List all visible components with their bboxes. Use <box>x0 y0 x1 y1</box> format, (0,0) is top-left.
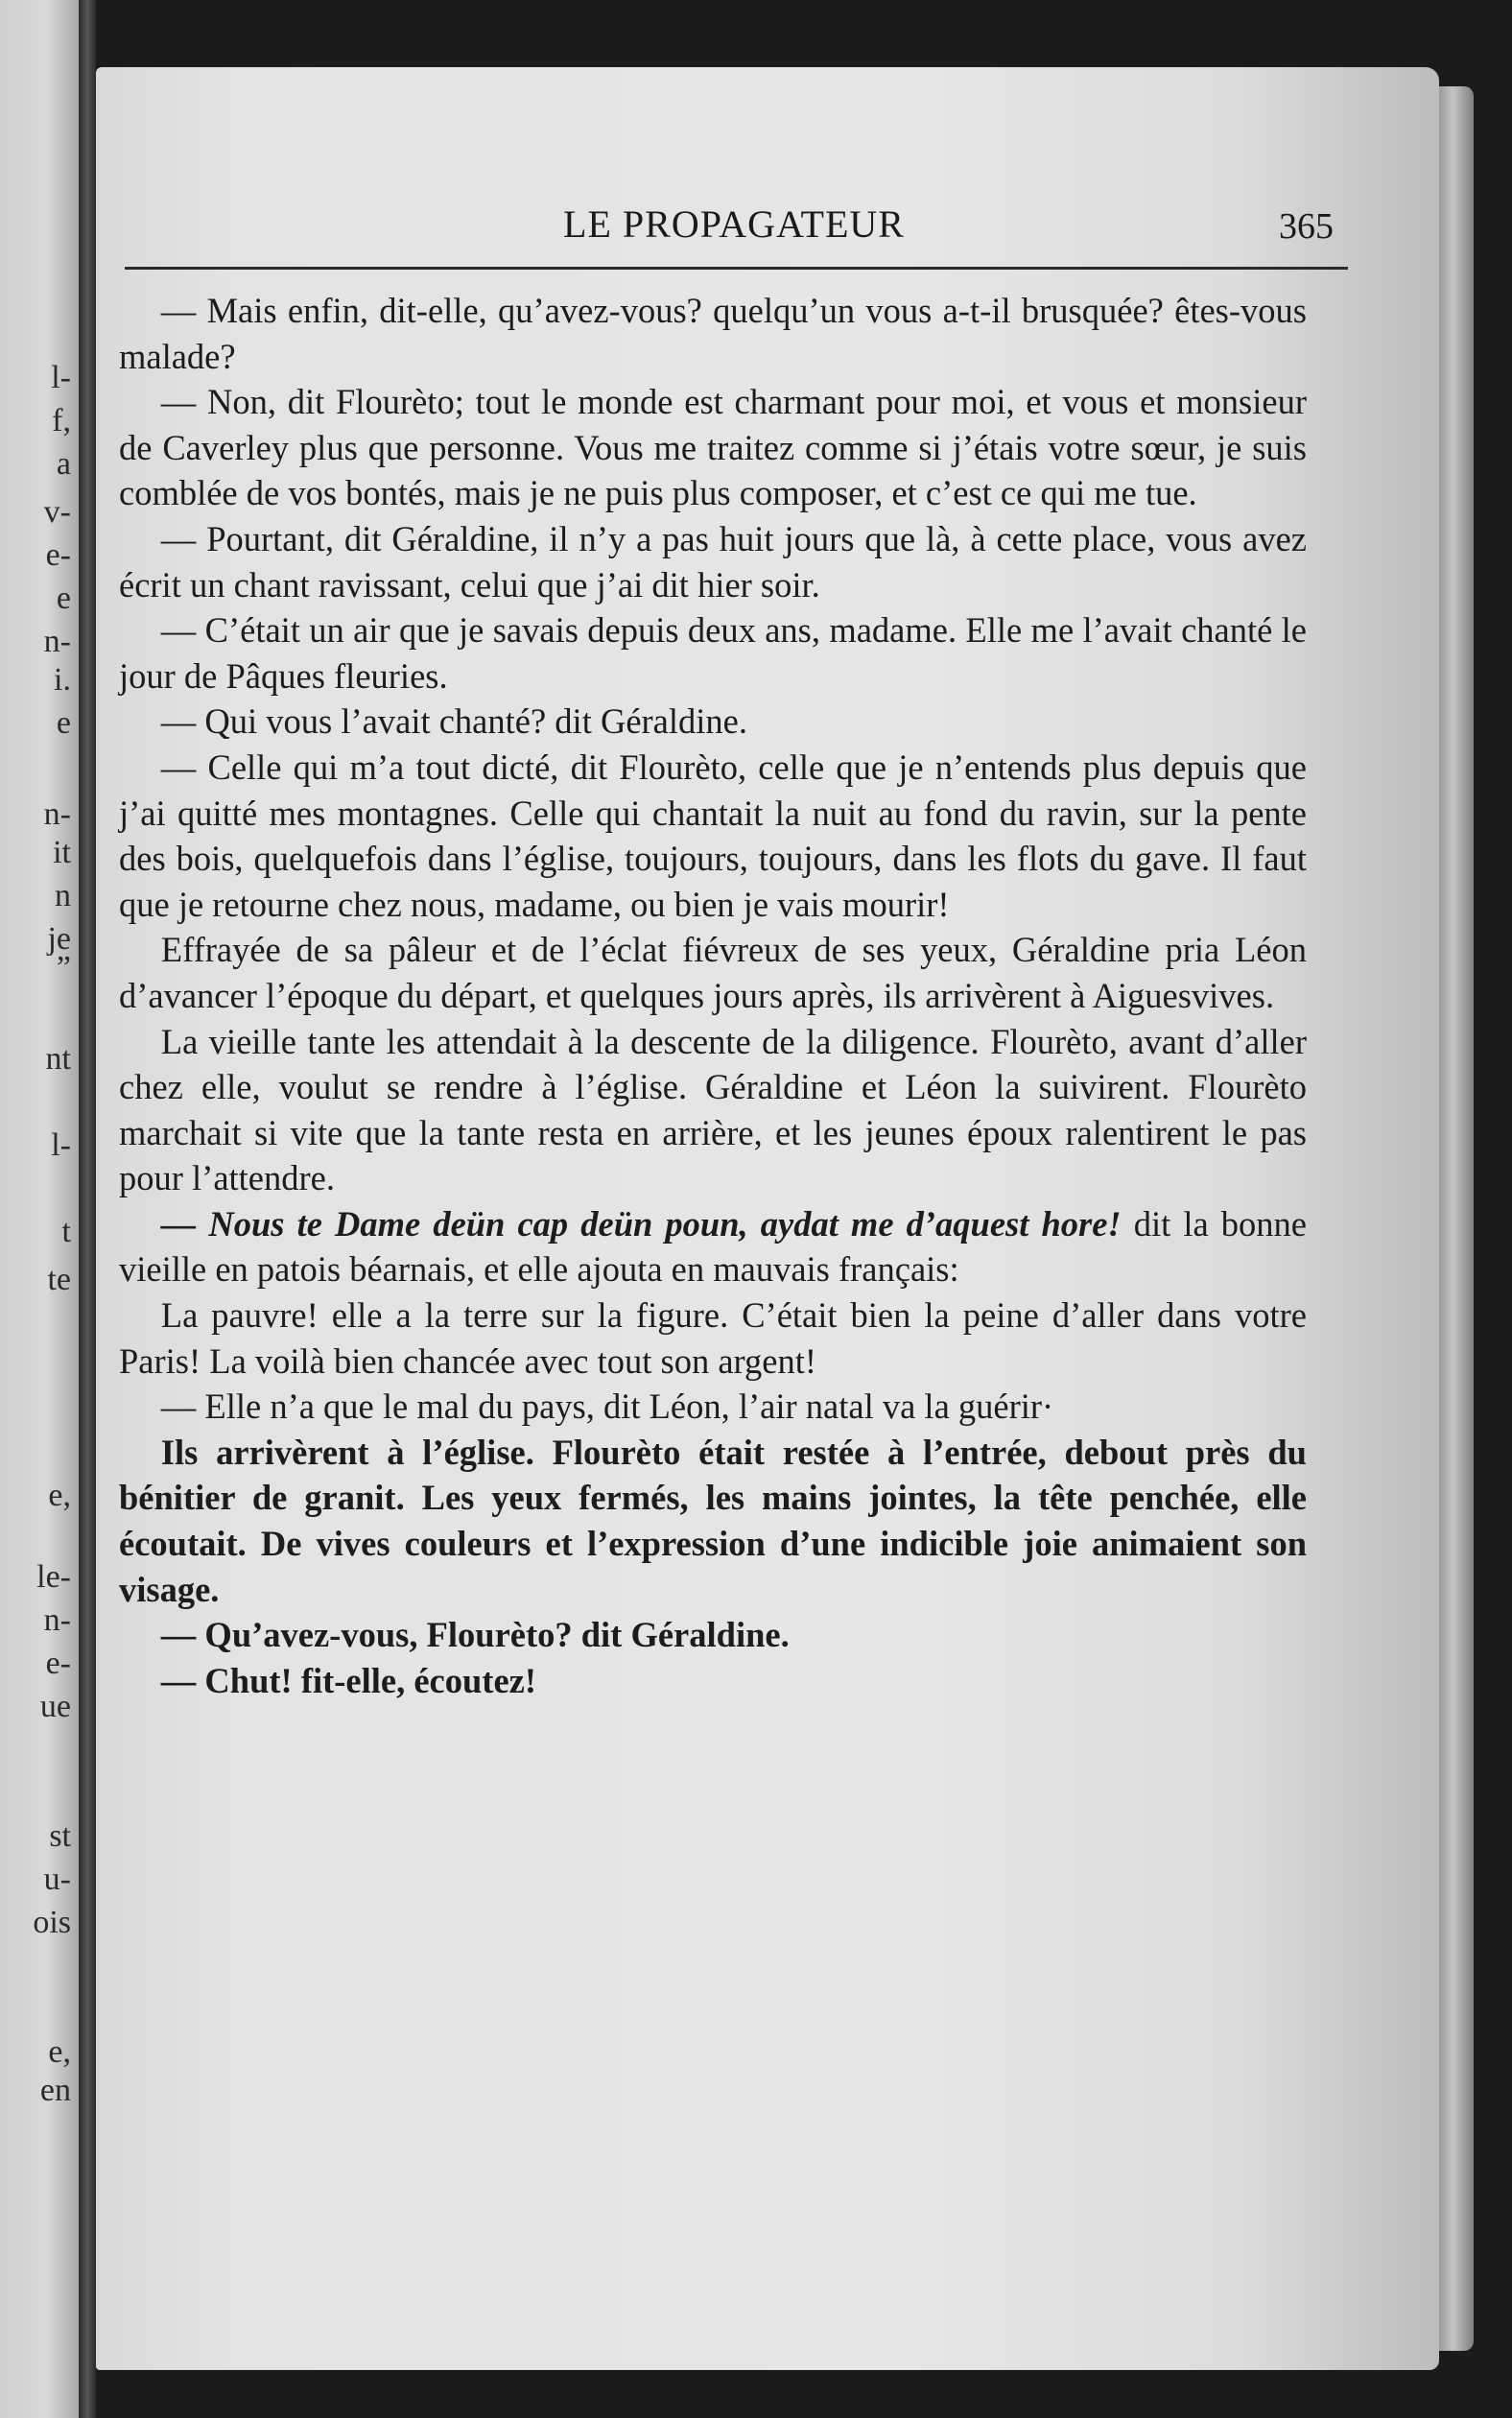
paragraph: Ils arrivèrent à l’église. Flourèto était restée à l’entrée, debout près du bénitier de granit. Les yeux fermés, les mains jointes, la tête penchée, elle écoutait. De vives couleurs et l’expression d’une indicible joie animaient son visage. <box>119 1432 1307 1609</box>
running-head <box>134 202 1334 259</box>
adjacent-page-fragment: ue <box>39 1689 71 1724</box>
adjacent-page-fragment: e, <box>48 2034 71 2070</box>
adjacent-page-fragment: en <box>39 2073 71 2108</box>
adjacent-page-fragment: l- <box>51 360 71 395</box>
body-text <box>119 288 1307 1703</box>
adjacent-page-fragment: i. <box>54 662 71 698</box>
adjacent-page-strip <box>0 0 79 2418</box>
adjacent-page-fragment: t <box>61 1214 71 1249</box>
paragraph: Effrayée de sa pâleur et de l’éclat fiévreux de ses yeux, Géraldine pria Léon d’avancer l’époque du départ, et quelques jours après, ils arrivèrent à Aiguesvives. <box>119 930 1307 1015</box>
paragraph: — Mais enfin, dit-elle, qu’avez-vous? quelqu’un vous a-t-il brusquée? êtes-vous malade? <box>119 291 1307 376</box>
paragraph: — Chut! fit-elle, écoutez! <box>160 1660 537 1700</box>
running-title: LE PROPAGATEUR <box>563 202 905 246</box>
adjacent-page-fragment: e- <box>45 1646 71 1681</box>
adjacent-page-fragment: je <box>47 921 71 957</box>
adjacent-page-fragment: e <box>56 705 71 741</box>
adjacent-page-fragment: n- <box>43 796 71 832</box>
adjacent-page-fragment: u- <box>43 1861 71 1897</box>
adjacent-page-fragment: ois <box>33 1905 71 1940</box>
adjacent-page-fragment: e <box>56 581 71 616</box>
page-stack-edge <box>1439 86 1474 2351</box>
adjacent-page-fragment: st <box>49 1818 71 1854</box>
adjacent-page-fragment: te <box>47 1262 71 1297</box>
paragraph: — Pourtant, dit Géraldine, il n’y a pas huit jours que là, à cette place, vous avez écrit un chant ravissant, celui que j’ai dit hier soir. <box>119 518 1307 604</box>
paragraph: La pauvre! elle a la terre sur la figure. C’était bien la peine d’aller dans votre Paris! La voilà bien chancée avec tout son argent! <box>119 1295 1307 1381</box>
adjacent-page-fragment: ” <box>56 950 71 985</box>
adjacent-page-fragment: f, <box>52 403 71 439</box>
paragraph: La vieille tante les attendait à la descente de la diligence. Flourèto, avant d’aller chez elle, voulut se rendre à l’église. Géraldine et Léon la suivirent. Flourèto marchait si vite que la tante resta en arrière, et les jeunes époux ralentirent le pas pour l’attendre. <box>119 1021 1307 1198</box>
adjacent-page-fragment: it <box>53 835 71 870</box>
adjacent-page-fragment: l- <box>51 1127 71 1163</box>
adjacent-page-fragment: le- <box>36 1559 71 1595</box>
patois-quote: — Nous te Dame deün cap deün poun, aydat me d’aquest hore! <box>160 1203 1122 1244</box>
adjacent-page-fragment: n- <box>43 624 71 659</box>
page-number: 365 <box>1279 206 1334 247</box>
adjacent-page-fragment: a <box>56 446 71 482</box>
paragraph <box>119 1201 1307 1292</box>
paragraph: — Qu’avez-vous, Flourèto? dit Géraldine. <box>160 1615 790 1655</box>
adjacent-page-fragment: e- <box>45 537 71 573</box>
paragraph: — Elle n’a que le mal du pays, dit Léon, l’air natal va la guérir· <box>160 1387 1054 1427</box>
paragraph: — Qui vous l’avait chanté? dit Géraldine. <box>160 701 747 742</box>
book-gutter <box>79 0 96 2418</box>
paragraph: — Non, dit Flourèto; tout le monde est charmant pour moi, et vous et monsieur de Caverley plus que personne. Vous me traitez comme si j’étais votre sœur, je suis comblée de vos bontés, mais je ne puis plus composer, et c’est ce qui me tue. <box>119 382 1307 513</box>
paragraph: — C’était un air que je savais depuis deux ans, madame. Elle me l’avait chanté le jour de Pâques fleuries. <box>119 610 1307 696</box>
adjacent-page-fragment: e, <box>48 1478 71 1513</box>
paragraph: — Celle qui m’a tout dicté, dit Flourèto, celle que je n’entends plus depuis que j’ai quitté mes montagnes. Celle qui chantait la nuit au fond du ravin, sur la pente des bois, quelquefois dans l’église, toujours, toujours, dans les flots du gave. Il faut que je retourne chez nous, madame, ou bien je vais mourir! <box>119 747 1307 924</box>
header-rule <box>125 267 1348 270</box>
adjacent-page-fragment: n- <box>43 1602 71 1638</box>
book-page <box>96 67 1439 2370</box>
adjacent-page-fragment: v- <box>43 494 71 530</box>
paragraph-continuation: dit la bonne vieille en patois béarnais, et elle ajouta en mauvais français: <box>119 1203 1307 1290</box>
adjacent-page-fragment: nt <box>45 1041 71 1077</box>
adjacent-page-fragment: n <box>55 878 71 913</box>
